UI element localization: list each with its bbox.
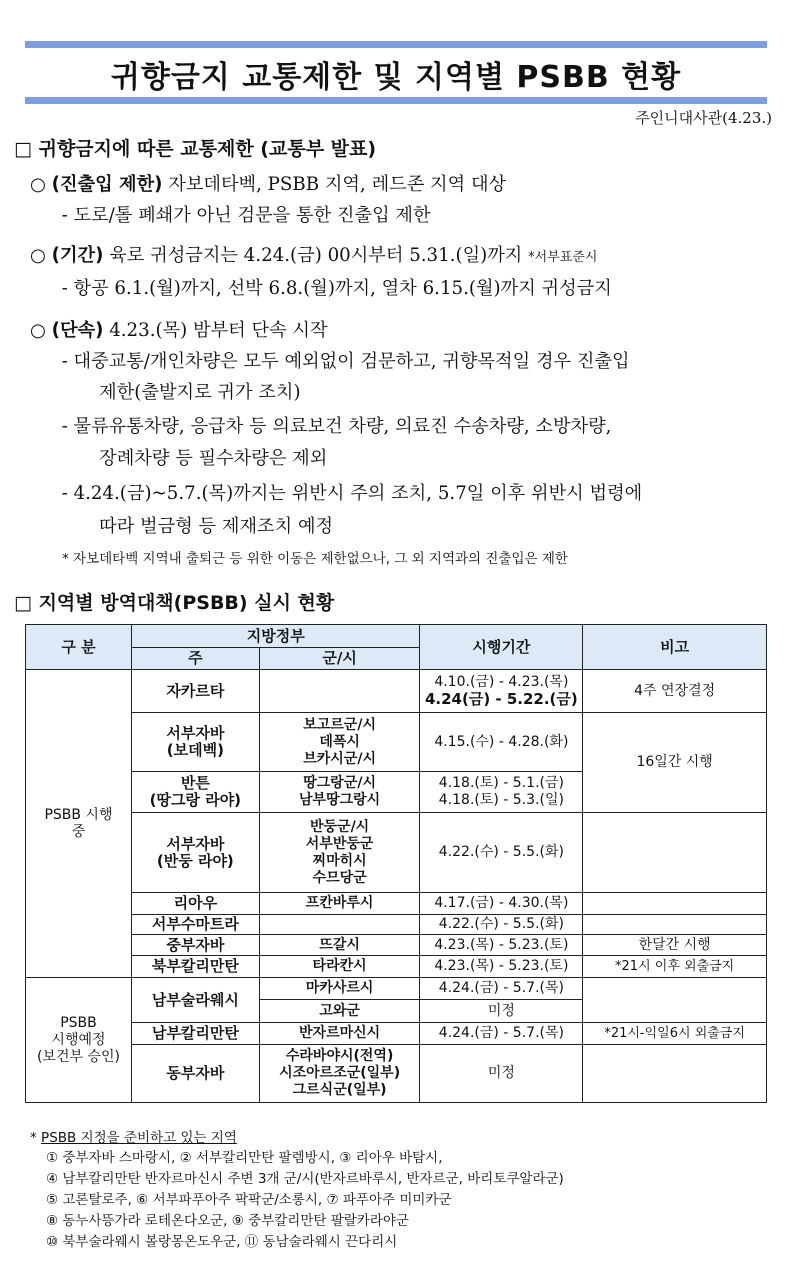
row-banten-note: 16일간 시행 (583, 713, 767, 813)
section1-line: - 대중교통/개인차량은 모두 예외없이 검문하고, 귀향목적일 경우 진출입 (50, 351, 630, 372)
psbb-table (25, 624, 767, 1103)
section1-footnote: * 자보데타벡 지역내 출퇴근 등 위한 이동은 제한없으나, 그 외 지역과의 진출입은 제한 (62, 551, 568, 567)
row-sumbar-province: 서부수마트라 (131, 915, 259, 935)
section1-line: ○ (진출입 제한) 자보데타벡, PSBB 지역, 레드존 지역 대상 (30, 174, 507, 195)
header-local-gov: 지방정부 (131, 625, 420, 648)
footnote-line: ① 중부자바 스마랑시, ② 서부칼리만탄 팔렘방시, ③ 리아우 바탐시, (46, 1150, 443, 1166)
row-banjarmasin-city: 반자르마신시 (259, 1023, 420, 1045)
header-remarks: 비고 (583, 625, 767, 670)
row-sulsel-note (583, 978, 767, 1023)
footnote-line: ⑤ 고론탈로주, ⑥ 서부파푸아주 팍팍군/소롱시, ⑦ 파푸아주 미미카군 (46, 1192, 452, 1208)
row-kaltara-city: 타라칸시 (259, 956, 420, 978)
source-date: 주인니대사관(4.23.) (635, 109, 772, 127)
row-gowa-city: 고와군 (259, 1000, 420, 1023)
row-banten-province: 반튼 (땅그랑 라야) (131, 772, 259, 813)
row-sumbar-period: 4.22.(수) - 5.5.(화) (420, 915, 583, 935)
row-riau-city: 프칸바루시 (259, 893, 420, 915)
row-bodebek-period: 4.15.(수) - 4.28.(화) (420, 713, 583, 772)
row-jakarta-province: 자카르타 (131, 670, 259, 713)
row-bandung-note (583, 813, 767, 893)
row-banten-period: 4.18.(토) - 5.1.(금) 4.18.(토) - 5.3.(일) (420, 772, 583, 813)
footnote-line: ⑧ 동누사뜽가라 로테온다오군, ⑨ 중부칼리만탄 팔랄카라야군 (46, 1213, 409, 1229)
page-title: 귀향금지 교통제한 및 지역별 PSBB 현황 (110, 60, 682, 95)
row-jateng-province: 중부자바 (131, 935, 259, 956)
row-bandung-period: 4.22.(수) - 5.5.(화) (420, 813, 583, 893)
row-riau-province: 리아우 (131, 893, 259, 915)
row-jatim-city: 수라바야시(전역) 시조아르조군(일부) 그르식군(일부) (259, 1045, 420, 1103)
title-bar-top (25, 41, 767, 48)
section1-line: - 4.24.(금)~5.7.(목)까지는 위반시 주의 조치, 5.7일 이후 위반시 법령에 (50, 483, 643, 504)
row-bodebek-province: 서부자바 (보데벡) (131, 713, 259, 772)
section1-line: 장례차량 등 필수차량은 제외 (99, 448, 328, 469)
row-sumbar-note (583, 915, 767, 935)
row-sulsel-province: 남부술라웨시 (131, 978, 259, 1023)
row-bodebek-city: 보고르군/시 데폭시 브카시군/시 (259, 713, 420, 772)
group-in-effect: PSBB 시행 중 (26, 670, 132, 978)
row-jateng-note: 한달간 시행 (583, 935, 767, 956)
row-jakarta-note: 4주 연장결정 (583, 670, 767, 713)
header-category: 구 분 (26, 625, 132, 670)
row-jakarta-city (259, 670, 420, 713)
section1-line: - 도로/톨 폐쇄가 아닌 검문을 통한 진출입 제한 (50, 205, 431, 226)
title-bar-bottom (25, 97, 767, 104)
section2-heading: □ 지역별 방역대책(PSBB) 실시 현황 (14, 592, 335, 614)
section1-line: ○ (기간) 육로 귀성금지는 4.24.(금) 00시부터 5.31.(일)까지 *서부표준시 (30, 245, 598, 266)
section1-line: - 항공 6.1.(월)까지, 선박 6.8.(월)까지, 열차 6.15.(월)까지 귀성금지 (50, 278, 612, 299)
row-makassar-period: 4.24.(금) - 5.7.(목) (420, 978, 583, 1000)
row-gowa-period: 미정 (420, 1000, 583, 1023)
header-city: 군/시 (259, 648, 420, 670)
row-jatim-period: 미정 (420, 1045, 583, 1103)
row-jateng-city: 뜨갈시 (259, 935, 420, 956)
row-riau-note (583, 893, 767, 915)
row-kaltara-period: 4.23.(목) - 5.23.(토) (420, 956, 583, 978)
section1-line: ○ (단속) 4.23.(목) 밤부터 단속 시작 (30, 320, 328, 341)
row-banjarmasin-note: *21시-익일6시 외출금지 (583, 1023, 767, 1045)
header-province: 주 (131, 648, 259, 670)
section1-heading: □ 귀향금지에 따른 교통제한 (교통부 발표) (14, 138, 377, 160)
row-banjarmasin-period: 4.24.(금) - 5.7.(목) (420, 1023, 583, 1045)
row-banten-city: 땅그랑군/시 남부땅그랑시 (259, 772, 420, 813)
row-jakarta-period: 4.10.(금) - 4.23.(목) 4.24(금) - 5.22.(금) (420, 670, 583, 713)
row-sumbar-city (259, 915, 420, 935)
footnote-line: ④ 남부칼리만탄 반자르마신시 주변 3개 군/시(반자르바루시, 반자르군, 바리토쿠알라군) (46, 1171, 564, 1187)
row-makassar-city: 마카사르시 (259, 978, 420, 1000)
section1-line: 제한(출발지로 귀가 조치) (99, 382, 301, 403)
group-planned: PSBB 시행예정 (보건부 승인) (26, 978, 132, 1103)
footnote-line: ⑩ 북부술라웨시 볼랑몽온도우군, ⑪ 동남술라웨시 끈다리시 (46, 1234, 398, 1250)
row-jateng-period: 4.23.(목) - 5.23.(토) (420, 935, 583, 956)
row-kaltara-note: *21시 이후 외출금지 (583, 956, 767, 978)
footnotes-title: * PSBB 지정을 준비하고 있는 지역 (30, 1130, 237, 1146)
row-riau-period: 4.17.(금) - 4.30.(목) (420, 893, 583, 915)
row-kaltara-province: 북부칼리만탄 (131, 956, 259, 978)
row-jatim-province: 동부자바 (131, 1045, 259, 1103)
row-bandung-city: 반둥군/시 서부반둥군 찌마히시 수므당군 (259, 813, 420, 893)
header-period: 시행기간 (420, 625, 583, 670)
section1-line: - 물류유통차량, 응급차 등 의료보건 차량, 의료진 수송차량, 소방차량, (50, 416, 612, 437)
row-kalsel-province: 남부칼리만탄 (131, 1023, 259, 1045)
row-bandung-province: 서부자바 (반둥 라야) (131, 813, 259, 893)
section1-line: 따라 벌금형 등 제재조치 예정 (99, 516, 334, 537)
row-jatim-note (583, 1045, 767, 1103)
